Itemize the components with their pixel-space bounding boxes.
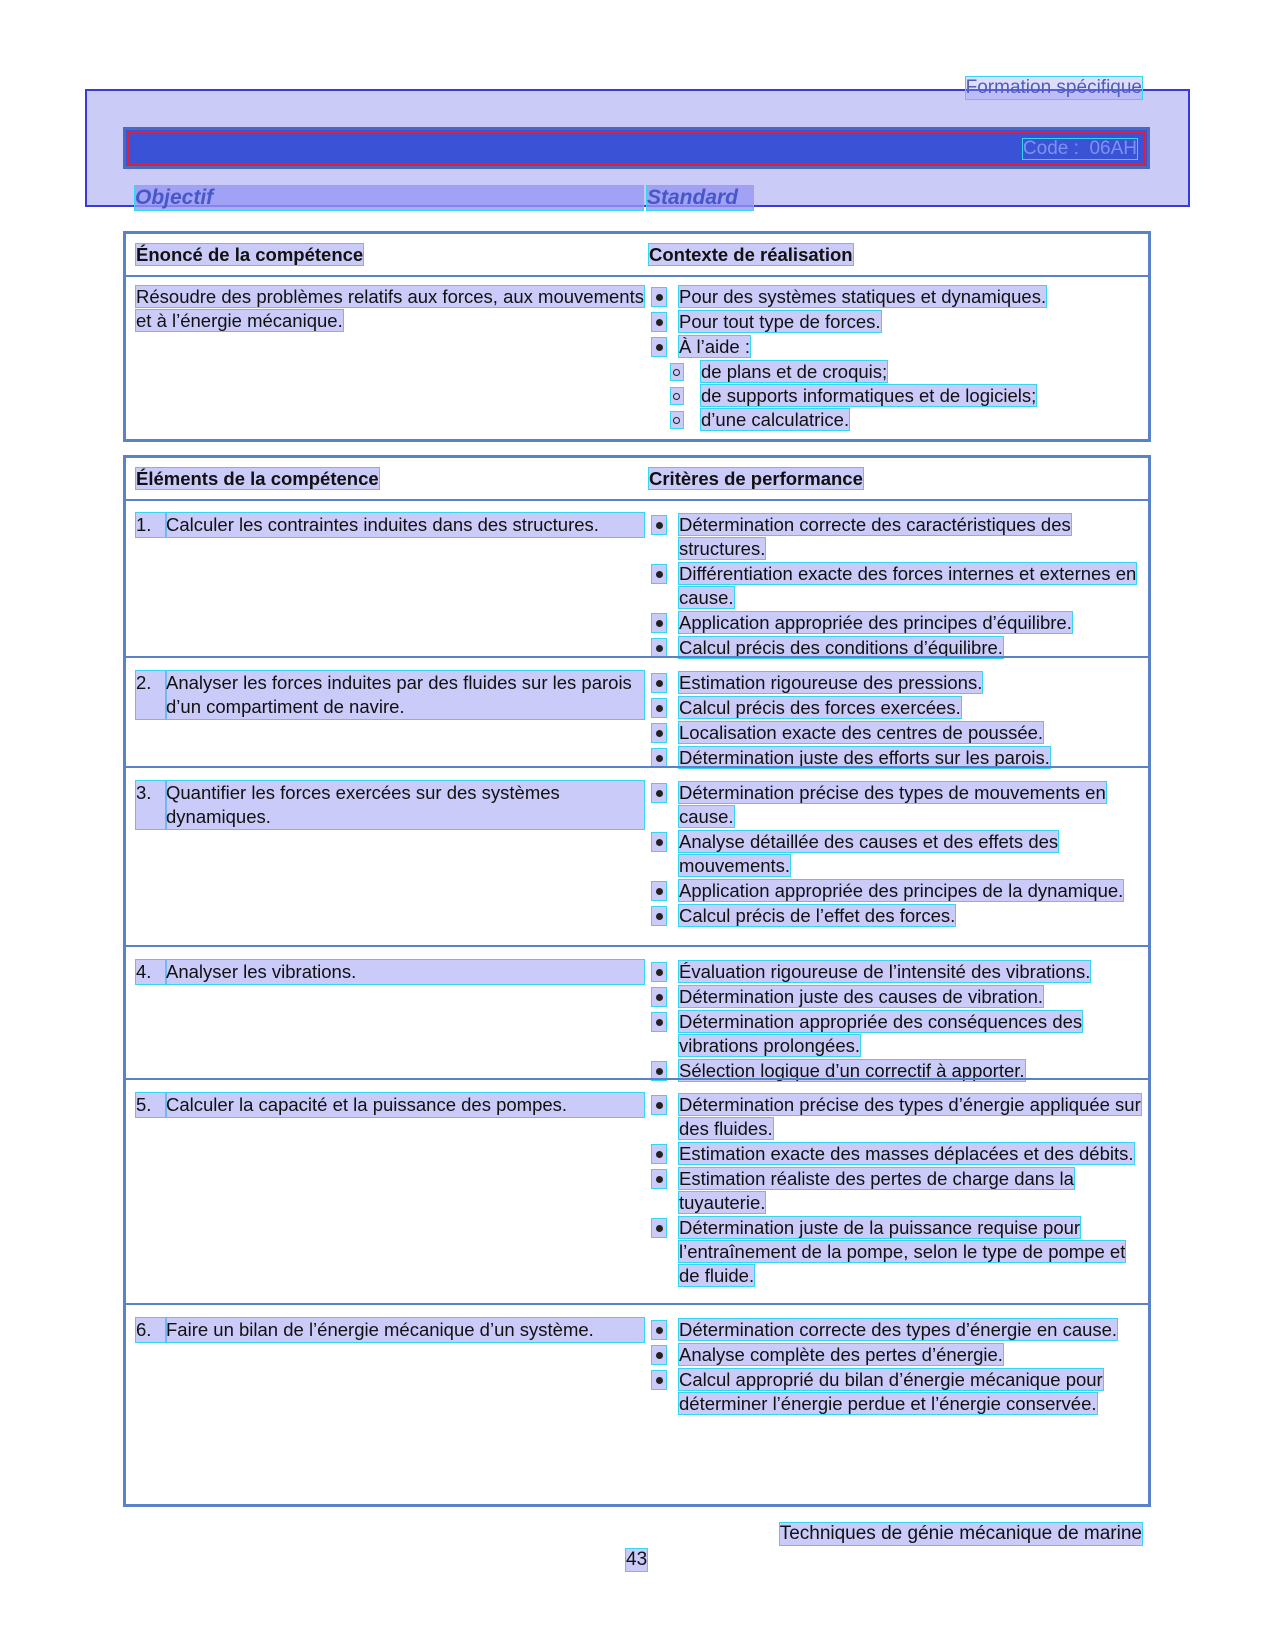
element-number: 2. [136, 671, 166, 719]
enonce-text: Résoudre des problèmes relatifs aux forces, aux mouvements et à l’énergie mécanique. [136, 286, 644, 331]
bullet-icon [652, 1096, 666, 1114]
elements-table [123, 455, 1151, 1507]
competence-table-header [126, 234, 1148, 277]
bullet-icon [652, 1219, 666, 1237]
row-divider [126, 945, 1148, 947]
element-number: 1. [136, 513, 166, 537]
element-text: Faire un bilan de l’énergie mécanique d’un système. [166, 1318, 644, 1342]
bullet-icon [652, 963, 666, 981]
competence-table [123, 231, 1151, 442]
standard-heading: Standard [647, 186, 753, 210]
critere-item: Détermination appropriée des conséquences des vibrations prolongées. [649, 1010, 1149, 1058]
competency-code: Code : 06AH [1022, 138, 1137, 159]
bullet-icon [652, 882, 666, 900]
element-item [136, 1318, 644, 1342]
bullet-icon [652, 1145, 666, 1163]
element-number: 6. [136, 1318, 166, 1342]
criteres-list [649, 1318, 1149, 1417]
critere-item: Détermination précise des types d’énergie appliquée sur des fluides. [649, 1093, 1149, 1141]
criteres-header: Critères de performance [649, 468, 863, 489]
critere-item: Application appropriée des principes de la dynamique. [649, 879, 1149, 903]
row-divider [126, 766, 1148, 768]
bullet-icon [652, 614, 666, 632]
criteres-list [649, 1093, 1149, 1289]
critere-item: Calcul approprié du bilan d’énergie mécanique pour déterminer l’énergie perdue et l’énergie conservée. [649, 1368, 1149, 1416]
bullet-icon [652, 724, 666, 742]
contexte-item: Pour des systèmes statiques et dynamiques. [649, 285, 1149, 309]
contexte-item: Pour tout type de forces. [649, 310, 1149, 334]
contexte-header: Contexte de réalisation [649, 244, 853, 265]
critere-item: Analyse complète des pertes d’énergie. [649, 1343, 1149, 1367]
bullet-icon [652, 1170, 666, 1188]
row-divider [126, 1303, 1148, 1305]
bullet-icon [652, 1346, 666, 1364]
bullet-icon [652, 313, 666, 331]
bullet-icon [652, 1371, 666, 1389]
critere-item: Évaluation rigoureuse de l’intensité des vibrations. [649, 960, 1149, 984]
critere-item: Détermination juste des efforts sur les parois. [649, 746, 1149, 770]
element-item [136, 671, 644, 719]
contexte-subitem: de supports informatiques et de logiciels; [671, 384, 1149, 408]
enonce-header: Énoncé de la compétence [136, 244, 364, 265]
element-item [136, 1093, 644, 1117]
critere-item: Détermination correcte des types d’énergie en cause. [649, 1318, 1149, 1342]
program-label: Formation spécifique [965, 77, 1142, 98]
page-number: 43 [626, 1549, 648, 1570]
bullet-icon [652, 639, 666, 657]
critere-item: Analyse détaillée des causes et des effets des mouvements. [649, 830, 1149, 878]
bullet-icon [652, 516, 666, 534]
bullet-icon [652, 749, 666, 767]
contexte-subitem: de plans et de croquis; [671, 360, 1149, 384]
bullet-icon [652, 338, 666, 356]
critere-item: Estimation exacte des masses déplacées et des débits. [649, 1142, 1149, 1166]
bullet-icon [652, 833, 666, 851]
element-text: Quantifier les forces exercées sur des systèmes dynamiques. [166, 781, 644, 829]
element-item [136, 781, 644, 829]
bullet-icon [652, 988, 666, 1006]
element-number: 4. [136, 960, 166, 984]
critere-item: Sélection logique d’un correctif à apporter. [649, 1059, 1149, 1083]
bullet-icon [652, 1321, 666, 1339]
bullet-icon [652, 565, 666, 583]
critere-item: Détermination précise des types de mouvements en cause. [649, 781, 1149, 829]
contexte-list [649, 285, 1149, 432]
critere-item: Différentiation exacte des forces internes et externes en cause. [649, 562, 1149, 610]
critere-item: Calcul précis des conditions d’équilibre. [649, 636, 1149, 660]
element-number: 5. [136, 1093, 166, 1117]
criteres-list [649, 781, 1149, 929]
critere-item: Détermination juste de la puissance requise pour l’entraînement de la pompe, selon le type de pompe et de fluide. [649, 1216, 1149, 1288]
contexte-subitem: d’une calculatrice. [671, 408, 1149, 432]
critere-item: Calcul précis de l’effet des forces. [649, 904, 1149, 928]
row-divider [126, 1078, 1148, 1080]
element-item [136, 513, 644, 537]
element-text: Analyser les forces induites par des fluides sur les parois d’un compartiment de navire. [166, 671, 644, 719]
critere-item: Détermination correcte des caractéristiques des structures. [649, 513, 1149, 561]
critere-item: Calcul précis des forces exercées. [649, 696, 1149, 720]
objectif-heading: Objectif [135, 186, 643, 210]
element-text: Calculer les contraintes induites dans des structures. [166, 513, 644, 537]
critere-item: Application appropriée des principes d’équilibre. [649, 611, 1149, 635]
contexte-item: À l’aide : [649, 335, 1149, 359]
bullet-icon [652, 288, 666, 306]
circle-bullet-icon [671, 364, 683, 380]
bullet-icon [652, 907, 666, 925]
bullet-icon [652, 699, 666, 717]
row-divider [126, 656, 1148, 658]
critere-item: Estimation réaliste des pertes de charge dans la tuyauterie. [649, 1167, 1149, 1215]
critere-item: Détermination juste des causes de vibration. [649, 985, 1149, 1009]
element-item [136, 960, 644, 984]
bullet-icon [652, 784, 666, 802]
element-text: Calculer la capacité et la puissance des pompes. [166, 1093, 644, 1117]
footer-program-title: Techniques de génie mécanique de marine [779, 1523, 1142, 1544]
element-text: Analyser les vibrations. [166, 960, 644, 984]
circle-bullet-icon [671, 412, 683, 428]
bullet-icon [652, 674, 666, 692]
bullet-icon [652, 1013, 666, 1031]
critere-item: Estimation rigoureuse des pressions. [649, 671, 1149, 695]
criteres-list [649, 671, 1149, 771]
circle-bullet-icon [671, 388, 683, 404]
critere-item: Localisation exacte des centres de poussée. [649, 721, 1149, 745]
element-number: 3. [136, 781, 166, 829]
criteres-list [649, 960, 1149, 1084]
code-bar [123, 127, 1150, 169]
elements-header: Éléments de la compétence [136, 468, 379, 489]
criteres-list [649, 513, 1149, 661]
elements-table-header [126, 458, 1148, 501]
